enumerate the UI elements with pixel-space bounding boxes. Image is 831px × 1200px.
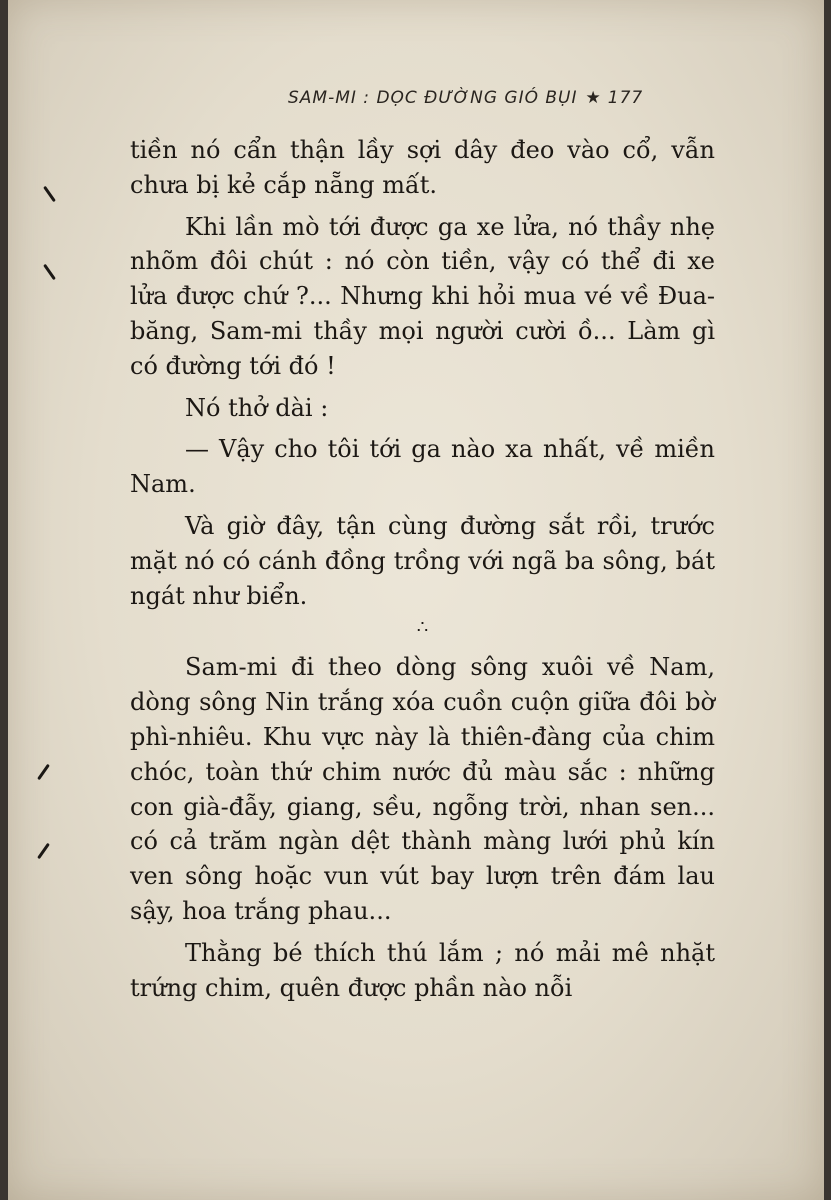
star-icon: ★ [585, 88, 602, 108]
body-text [130, 133, 715, 1005]
dialogue-line: — Vậy cho tôi tới ga nào xa nhất, về miền Nam. [130, 435, 715, 499]
running-header [288, 88, 728, 108]
paragraph: Sam-mi đi theo dòng sông xuôi về Nam, dòng sông Nin trắng xóa cuồn cuộn giữa đôi bờ phì-nhiêu. Khu vực này là thiên-đàng của chim chóc, toàn thứ chim nước đủ màu sắc : những con già-đẫy, giang, sều, ngỗng trời, nhan sen... có cả trăm ngàn dệt thành màng lưới phủ kín ven sông hoặc vun vút bay lượn trên đám lau sậy, hoa trắng phau... [130, 653, 715, 925]
paragraph: Nó thở dài : [185, 393, 329, 422]
paragraph: Thằng bé thích thú lắm ; nó mải mê nhặt trứng chim, quên được phần nào nỗi [130, 938, 715, 1002]
paragraph: Và giờ đây, tận cùng đường sắt rồi, trước mặt nó có cánh đồng trồng với ngã ba sông, bát ngát như biển. [130, 511, 715, 610]
binding-stitch [43, 186, 56, 202]
book-page [8, 0, 824, 1200]
binding-stitch [43, 264, 56, 280]
running-title: SAM-MI : DỌC ĐƯỜNG GIÓ BỤI [288, 88, 578, 108]
paragraph: tiền nó cẩn thận lầy sợi dây đeo vào cổ, vẫn chưa bị kẻ cắp nẵng mất. [130, 136, 715, 199]
binding-stitch [37, 843, 50, 859]
binding-stitch [37, 764, 50, 780]
section-break: ∴ [416, 617, 429, 639]
page-number: 177 [607, 88, 644, 108]
paragraph: Khi lần mò tới được ga xe lửa, nó thầy nhẹ nhõm đôi chút : nó còn tiền, vậy có thể đi xe lửa được chứ ?... Nhưng khi hỏi mua vé về Đua-băng, Sam-mi thầy mọi người cười ồ... Làm gì có đường tới đó ! [130, 212, 715, 380]
